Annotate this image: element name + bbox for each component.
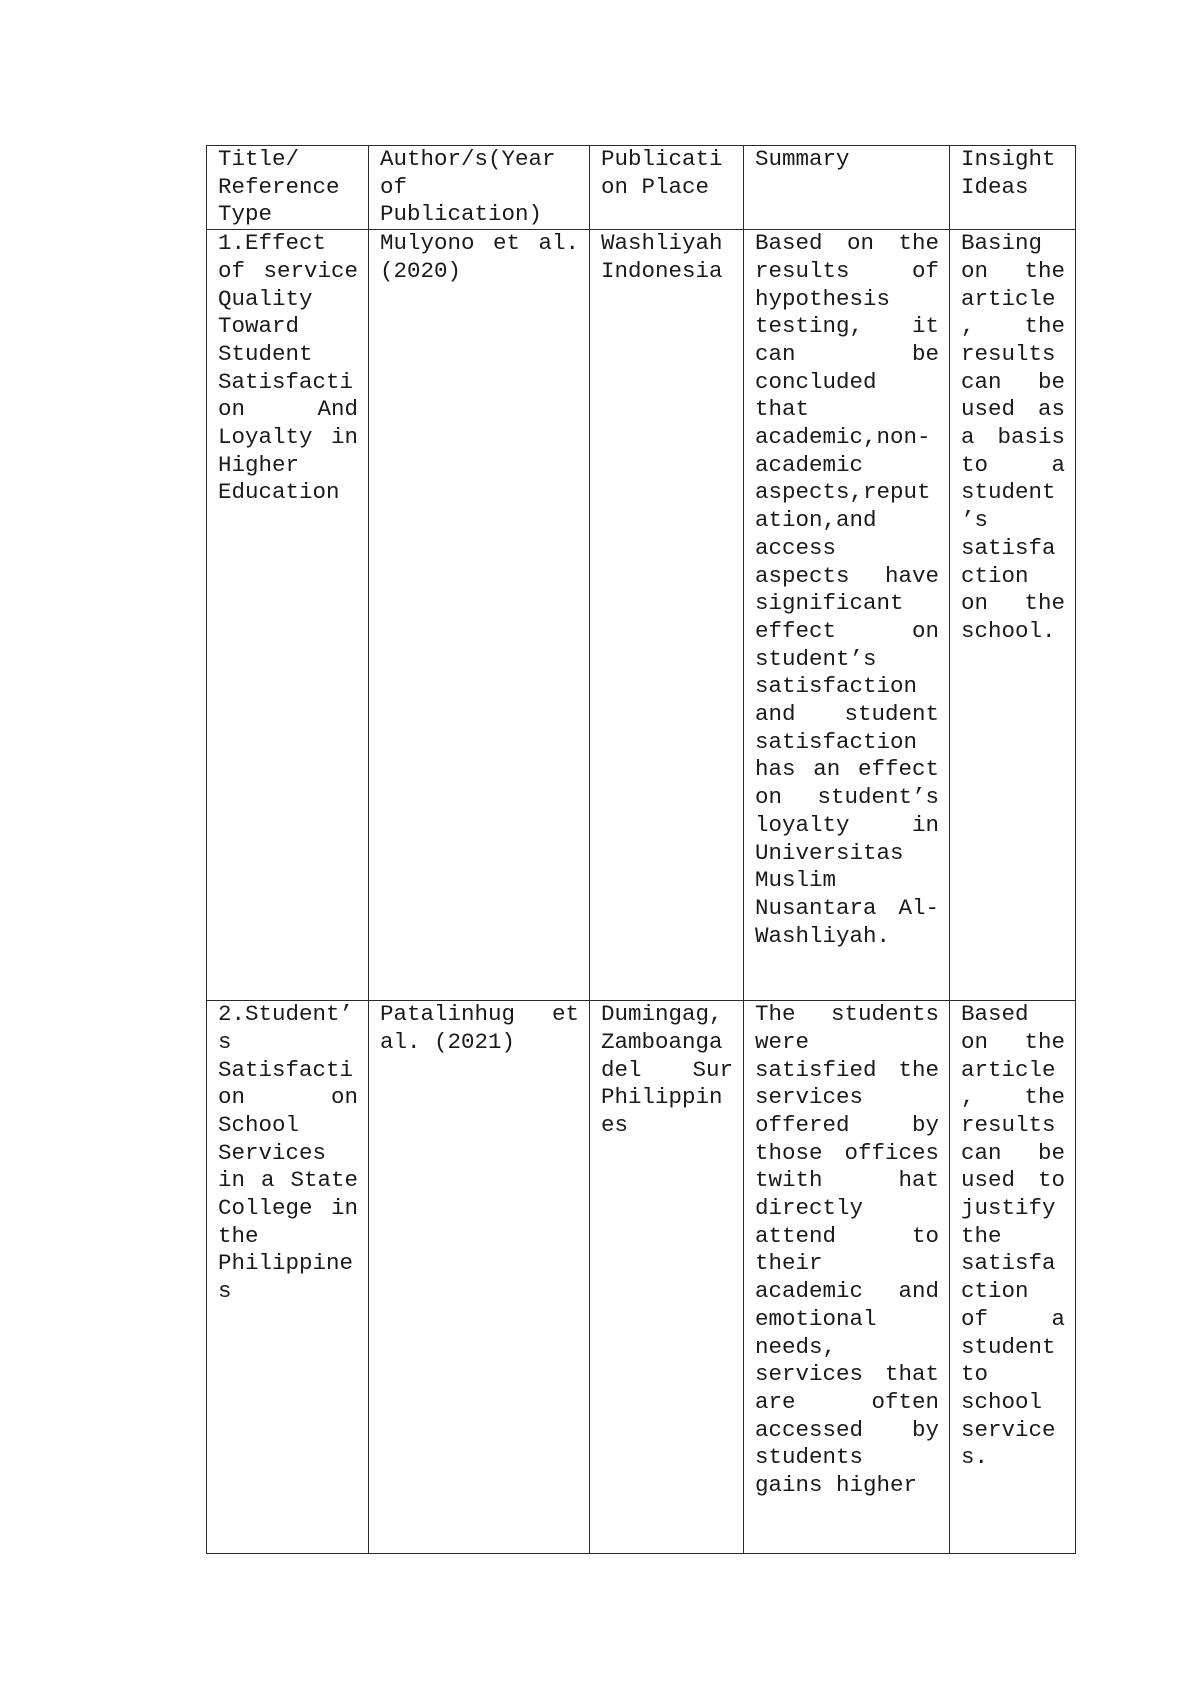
cell-insight: Basing on the article, the results can be used as a basis to a student’s satisfaction on the school. [950, 230, 1076, 1001]
literature-review-table [206, 145, 1076, 1554]
cell-insight: Based on the article, the results can be used to justify the satisfaction of a student to school services. [950, 1001, 1076, 1554]
header-text: of [380, 173, 408, 200]
table-row [207, 1001, 1076, 1554]
cell-author: Mulyono et al. (2020) [369, 230, 590, 1001]
header-text: Publicati [601, 146, 723, 172]
table-header-row [207, 146, 1076, 230]
table-row [207, 230, 1076, 1001]
cell-summary: Based on the results of hypothesis testing, it can be concluded that academic,non-academic aspects,reputation,and access aspects have significant effect on student’s satisfaction and student satisfaction has an effect on student’s loyalty in Universitas Muslim Nusantara Al-Washliyah. [744, 230, 950, 1001]
header-text: on Place [601, 173, 710, 200]
header-text: Ideas [961, 173, 1029, 200]
header-text: Publication) [380, 201, 543, 228]
cell-title: 1.Effect of service Quality Toward Student Satisfaction And Loyalty in Higher Education [207, 230, 369, 1001]
header-text: Title/ [218, 146, 300, 172]
cell-summary: The students were satisfied the services offered by those offices twith hat directly attend to their academic and emotional needs, services that are often accessed by students gains higher [744, 1001, 950, 1554]
header-title-reference-type [207, 146, 369, 230]
header-authors-year [369, 146, 590, 230]
header-text: Insight [961, 146, 1056, 172]
header-text: Summary [755, 146, 850, 172]
header-summary [744, 146, 950, 230]
header-text: Reference [218, 173, 340, 200]
header-publication-place [590, 146, 744, 230]
cell-author: Patalinhug et al. (2021) [369, 1001, 590, 1554]
header-text: Author/s(Year [380, 146, 556, 172]
header-insight-ideas [950, 146, 1076, 230]
header-text: Type [218, 201, 273, 228]
cell-title: 2.Student’s Satisfaction on School Services in a State College in the Philippines [207, 1001, 369, 1554]
cell-place: Washliyah Indonesia [590, 230, 744, 1001]
cell-place: Dumingag, Zamboanga del Sur Philippines [590, 1001, 744, 1554]
